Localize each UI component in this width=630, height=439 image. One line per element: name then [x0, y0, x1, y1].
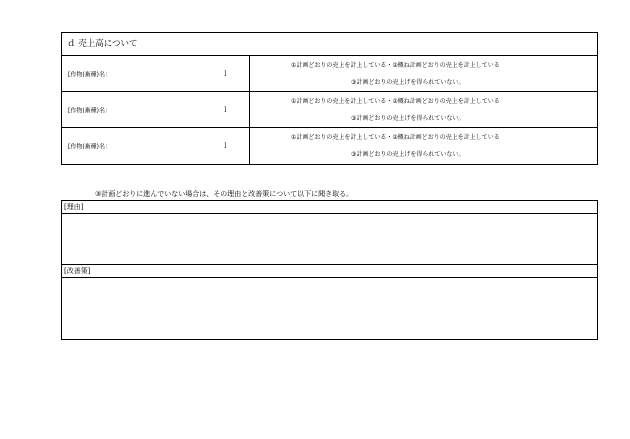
- table-row: [62, 56, 597, 92]
- crop-name-bracket: ]: [224, 70, 227, 77]
- crop-name-label: [作物(畜種)名：: [68, 143, 112, 151]
- crop-name-label: [作物(畜種)名：: [68, 71, 112, 78]
- sales-choice-cell[interactable]: [250, 92, 597, 127]
- choice-option-1-2: ①計画どおりの売上を計上している・②概ね計画どおりの売上を計上している: [291, 62, 500, 69]
- instruction-note: ③計画どおりに進んでいない場合は、その理由と改善策について以下に聞き取る。: [95, 190, 354, 198]
- choice-option-1-2: ①計画どおりの売上を計上している・②概ね計画どおりの売上を計上している: [291, 98, 500, 105]
- reason-table: [61, 200, 598, 340]
- sales-choice-cell[interactable]: [250, 128, 597, 164]
- crop-name-label: [作物(畜種)名：: [68, 107, 112, 114]
- improvement-label: [改善策]: [64, 267, 91, 275]
- choice-option-3: ③計画どおりの売上げを得られていない。: [351, 151, 465, 158]
- choice-option-3: ③計画どおりの売上げを得られていない。: [351, 79, 465, 86]
- sales-section-header: ｄ 売上高について: [62, 33, 597, 56]
- crop-name-bracket: ]: [224, 106, 227, 113]
- crop-name-cell[interactable]: [62, 128, 250, 164]
- reason-label-divider: [62, 213, 597, 214]
- reason-label: [理由]: [64, 203, 84, 211]
- section-divider: [62, 264, 597, 265]
- crop-name-cell[interactable]: [62, 92, 250, 127]
- sales-choice-cell[interactable]: [250, 56, 597, 91]
- improvement-label-divider: [62, 277, 597, 278]
- crop-name-bracket: ]: [224, 142, 227, 150]
- choice-option-1-2: ①計画どおりの売上を計上している・②概ね計画どおりの売上を計上している: [291, 134, 500, 141]
- crop-name-cell[interactable]: [62, 56, 250, 91]
- table-row: [62, 128, 597, 164]
- choice-option-3: ③計画どおりの売上げを得られていない。: [351, 115, 465, 122]
- sales-table: [61, 32, 598, 165]
- table-row: [62, 92, 597, 128]
